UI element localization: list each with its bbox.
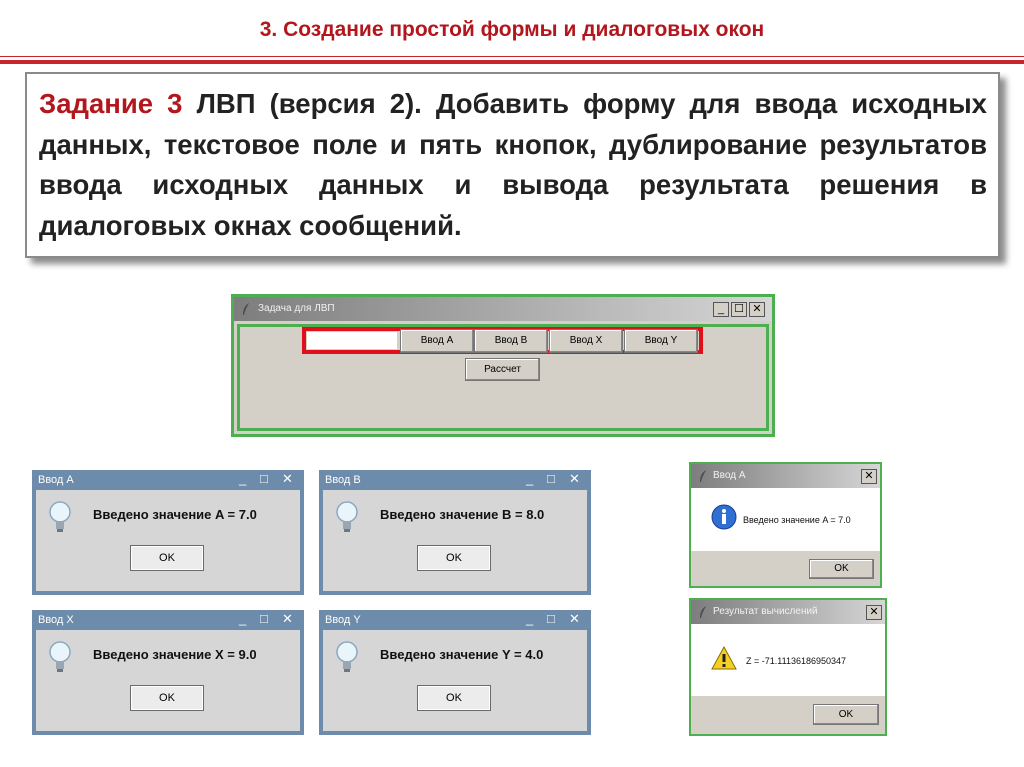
feather-icon: [241, 302, 251, 316]
minimize-button[interactable]: _: [713, 302, 729, 317]
ok-button[interactable]: OK: [130, 685, 204, 711]
task-description: [39, 84, 987, 246]
maximize-icon[interactable]: □: [260, 611, 268, 626]
classic-dialog-result: [689, 598, 887, 736]
dialog-input-b: [319, 470, 591, 595]
maximize-icon[interactable]: □: [260, 471, 268, 486]
minimize-icon[interactable]: _: [526, 611, 534, 626]
close-icon[interactable]: ✕: [282, 471, 293, 486]
close-button[interactable]: ✕: [749, 302, 765, 317]
dialog-body: [36, 490, 300, 591]
minimize-icon[interactable]: _: [239, 471, 247, 486]
lightbulb-icon: [48, 640, 72, 674]
dialog-message: Введено значение A = 7.0: [93, 507, 257, 522]
maximize-button[interactable]: ☐: [731, 302, 747, 317]
main-window-title: Задача для ЛВП: [258, 303, 335, 314]
dialog-title: Ввод X: [38, 614, 74, 626]
dialog-body: [36, 630, 300, 731]
title-divider: [0, 56, 1024, 57]
dialog-input-x: [32, 610, 304, 735]
task-label: Задание 3: [39, 88, 183, 119]
dialog-body: [323, 490, 587, 591]
calculate-button[interactable]: Рассчет: [465, 358, 540, 381]
main-window-titlebar: [234, 297, 772, 321]
classic-dialog-input-a: [689, 462, 882, 588]
ok-button[interactable]: OK: [417, 685, 491, 711]
close-button[interactable]: ✕: [866, 605, 882, 620]
classic-dialog-titlebar: [691, 600, 885, 624]
info-icon: [710, 503, 738, 531]
task-box: [25, 72, 1000, 258]
slide-title: 3. Создание простой формы и диалоговых окон: [259, 18, 765, 41]
lightbulb-icon: [48, 500, 72, 534]
close-icon[interactable]: ✕: [569, 471, 580, 486]
dialog-message: Введено значение Y = 4.0: [380, 647, 544, 662]
ok-button[interactable]: OK: [809, 559, 874, 579]
dialog-message: Введено значение X = 9.0: [93, 647, 257, 662]
classic-dialog-footer: [691, 551, 880, 586]
warning-icon: [711, 646, 737, 670]
ok-button[interactable]: OK: [417, 545, 491, 571]
dialog-body: [323, 630, 587, 731]
dialog-input-a: [32, 470, 304, 595]
close-button[interactable]: ✕: [861, 469, 877, 484]
input-b-button[interactable]: Ввод B: [474, 329, 548, 353]
feather-icon: [698, 469, 708, 483]
classic-dialog-message: Z = -71.11136186950347: [746, 656, 847, 666]
main-window: [234, 297, 772, 434]
classic-dialog-body: [691, 624, 885, 696]
classic-dialog-footer: [691, 696, 885, 734]
maximize-icon[interactable]: □: [547, 471, 555, 486]
lightbulb-icon: [335, 640, 359, 674]
input-y-button[interactable]: Ввод Y: [624, 329, 698, 353]
maximize-icon[interactable]: □: [547, 611, 555, 626]
classic-dialog-title: Результат вычислений: [713, 606, 818, 617]
classic-dialog-body: [691, 488, 880, 551]
input-a-button[interactable]: Ввод A: [400, 329, 474, 353]
classic-dialog-titlebar: [691, 464, 880, 488]
dialog-title: Ввод A: [38, 474, 74, 486]
minimize-icon[interactable]: _: [239, 611, 247, 626]
classic-dialog-title: Ввод A: [713, 470, 746, 481]
dialog-title: Ввод Y: [325, 614, 361, 626]
lightbulb-icon: [335, 500, 359, 534]
ok-button[interactable]: OK: [130, 545, 204, 571]
title-divider-thick: [0, 60, 1024, 64]
feather-icon: [698, 605, 708, 619]
close-icon[interactable]: ✕: [569, 611, 580, 626]
dialog-message: Введено значение B = 8.0: [380, 507, 545, 522]
minimize-icon[interactable]: _: [526, 471, 534, 486]
text-entry[interactable]: [307, 332, 397, 349]
ok-button[interactable]: OK: [813, 704, 879, 725]
dialog-input-y: [319, 610, 591, 735]
classic-dialog-message: Введено значение A = 7.0: [743, 515, 851, 525]
dialog-title: Ввод B: [325, 474, 361, 486]
close-icon[interactable]: ✕: [282, 611, 293, 626]
input-x-button[interactable]: Ввод X: [549, 329, 623, 353]
task-text: ЛВП (версия 2). Добавить форму для ввода исходных данных, текстовое поле и пять кнопок, дублирование результатов ввода исходных данных и вывода результата решения в диалоговых окнах сообщений.: [39, 88, 987, 241]
